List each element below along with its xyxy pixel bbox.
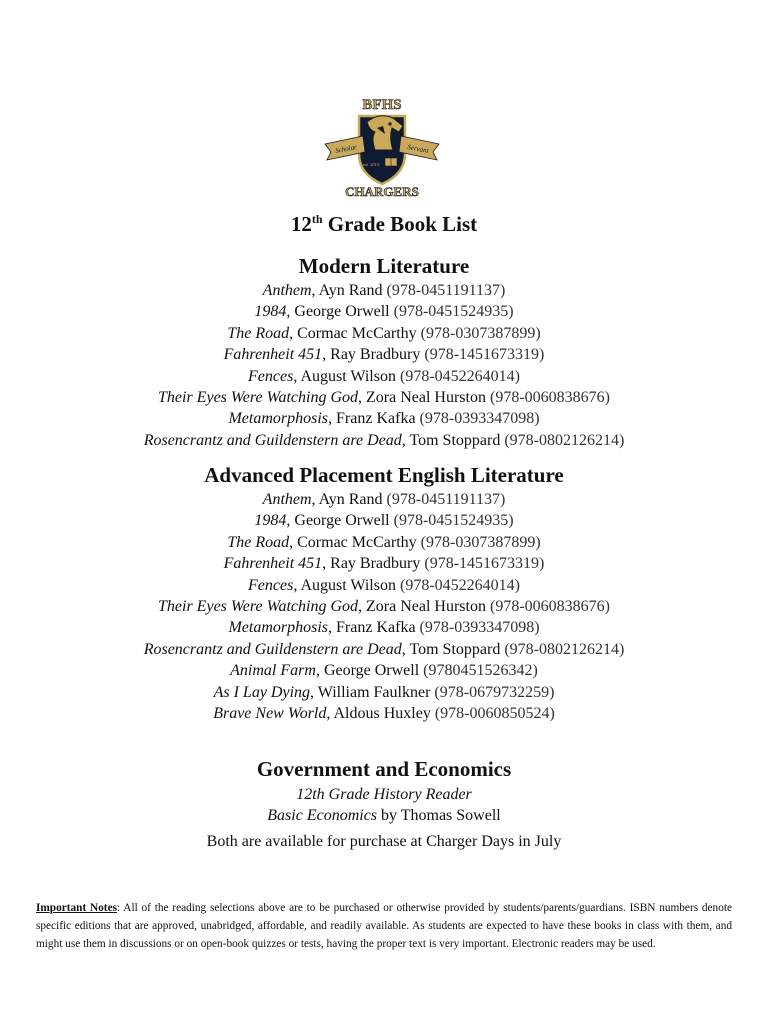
book-isbn: (978-0452264014) — [399, 367, 520, 385]
book-title: Rosencrantz and Guildenstern are Dead — [143, 431, 402, 449]
book-entry — [0, 703, 768, 724]
book-title: Rosencrantz and Guildenstern are Dead — [143, 640, 402, 658]
book-author: , August Wilson — [293, 367, 400, 385]
book-isbn: (978-0393347098) — [419, 410, 540, 428]
book-isbn: (9780451526342) — [423, 662, 538, 680]
book-entry — [0, 596, 768, 617]
book-title: Their Eyes Were Watching God — [158, 598, 359, 616]
book-author: , Cormac McCarthy — [289, 324, 421, 342]
book-entry — [0, 660, 768, 681]
book-title: The Road — [227, 324, 290, 342]
book-title: 12th Grade History Reader — [296, 786, 472, 803]
book-author: , Ray Bradbury — [322, 346, 425, 364]
modern-literature-list — [0, 280, 768, 451]
book-author: , George Orwell — [286, 512, 394, 530]
school-logo — [319, 92, 445, 202]
book-title: The Road — [227, 533, 290, 551]
logo-top-text: BFHS — [362, 97, 402, 113]
book-isbn: (978-0802126214) — [504, 640, 625, 658]
important-notes — [36, 899, 732, 953]
government-economics-list — [0, 784, 768, 826]
book-author: , William Faulkner — [310, 683, 435, 701]
ap-literature-list — [0, 489, 768, 724]
book-author: , Zora Neal Hurston — [358, 389, 490, 407]
book-isbn: (978-1451673319) — [424, 346, 545, 364]
book-title: Fahrenheit 451 — [223, 555, 323, 573]
book-entry — [0, 553, 768, 574]
book-isbn: (978-0307387899) — [420, 324, 541, 342]
book-entry — [0, 784, 768, 805]
book-author: , Cormac McCarthy — [289, 533, 421, 551]
book-entry — [0, 682, 768, 703]
book-author: , Tom Stoppard — [401, 640, 505, 658]
book-title: 1984 — [254, 512, 287, 530]
book-entry — [0, 301, 768, 322]
book-author: , Franz Kafka — [328, 410, 420, 428]
book-author: , Ayn Rand — [311, 491, 387, 508]
book-isbn: (978-0393347098) — [419, 619, 540, 637]
book-isbn: (978-0451524935) — [393, 303, 514, 321]
logo-left-banner: Scholar — [334, 142, 358, 156]
book-title: Anthem — [262, 282, 312, 299]
ap-literature-heading: Advanced Placement English Literature — [204, 463, 564, 487]
book-isbn: (978-0307387899) — [420, 533, 541, 551]
important-notes-label: Important Notes — [36, 902, 117, 914]
book-title: 1984 — [254, 303, 287, 321]
book-entry — [0, 639, 768, 660]
important-notes-text: : All of the reading selections above are to be purchased or otherwise provided by students/parents/guardians. ISBN numbers denote specific editions that are approved, unabridged, affordable, and readily available. As students are expected to have these books in class with them, and might use them in discussions or on open-book quizzes or tests, having the proper text is very important. Electronic readers may be used. — [36, 902, 732, 950]
book-entry — [0, 617, 768, 638]
book-entry — [0, 366, 768, 387]
book-author: , Ray Bradbury — [322, 555, 425, 573]
book-isbn: (978-0060838676) — [489, 389, 610, 407]
book-title: Fahrenheit 451 — [223, 346, 323, 364]
availability-note: Both are available for purchase at Charger Days in July — [206, 833, 562, 850]
book-author: , Aldous Huxley — [326, 705, 435, 723]
book-entry — [0, 510, 768, 531]
book-isbn: (978-0451191137) — [386, 491, 506, 508]
book-entry — [0, 344, 768, 365]
book-title: Metamorphosis — [228, 410, 329, 428]
title-grade-number: 12 — [290, 212, 312, 236]
book-author: , Tom Stoppard — [401, 431, 505, 449]
book-entry — [0, 489, 768, 510]
book-isbn: (978-0679732259) — [434, 683, 555, 701]
book-title: Metamorphosis — [228, 619, 329, 637]
book-isbn: (978-0451524935) — [393, 512, 514, 530]
book-title: Anthem — [262, 491, 312, 508]
school-crest-icon — [319, 92, 445, 202]
book-isbn: (978-1451673319) — [424, 555, 545, 573]
book-author: , Ayn Rand — [311, 282, 387, 299]
book-entry — [0, 387, 768, 408]
book-title: Their Eyes Were Watching God — [158, 389, 359, 407]
book-entry — [0, 408, 768, 429]
book-title: Fences — [248, 367, 294, 385]
logo-est-text: est. 2013 — [362, 162, 380, 167]
title-superscript: th — [311, 212, 323, 226]
book-isbn: (978-0802126214) — [504, 431, 625, 449]
book-entry — [0, 280, 768, 301]
logo-right-banner: Servant — [406, 143, 430, 155]
book-isbn: (978-0060838676) — [489, 598, 610, 616]
book-isbn: (978-0452264014) — [399, 576, 520, 594]
book-title: Fences — [248, 576, 294, 594]
book-title: Basic Economics — [267, 807, 378, 824]
book-author: by Thomas Sowell — [377, 807, 501, 824]
book-title: As I Lay Dying — [213, 683, 311, 701]
book-author: , George Orwell — [286, 303, 394, 321]
book-title: Animal Farm — [230, 662, 316, 680]
logo-bottom-text: CHARGERS — [345, 184, 419, 199]
book-entry — [0, 805, 768, 826]
modern-literature-heading: Modern Literature — [298, 254, 470, 278]
book-author: , August Wilson — [293, 576, 400, 594]
book-entry — [0, 430, 768, 451]
book-entry — [0, 532, 768, 553]
book-isbn: (978-0060850524) — [434, 705, 555, 723]
book-title: Brave New World — [213, 705, 327, 723]
book-author: , Franz Kafka — [328, 619, 420, 637]
title-text: Grade Book List — [322, 212, 478, 236]
book-entry — [0, 575, 768, 596]
book-isbn: (978-0451191137) — [386, 282, 506, 299]
book-entry — [0, 323, 768, 344]
page-title — [0, 211, 768, 237]
book-author: , Zora Neal Hurston — [358, 598, 490, 616]
government-economics-heading: Government and Economics — [256, 757, 512, 781]
book-author: , George Orwell — [315, 662, 424, 680]
